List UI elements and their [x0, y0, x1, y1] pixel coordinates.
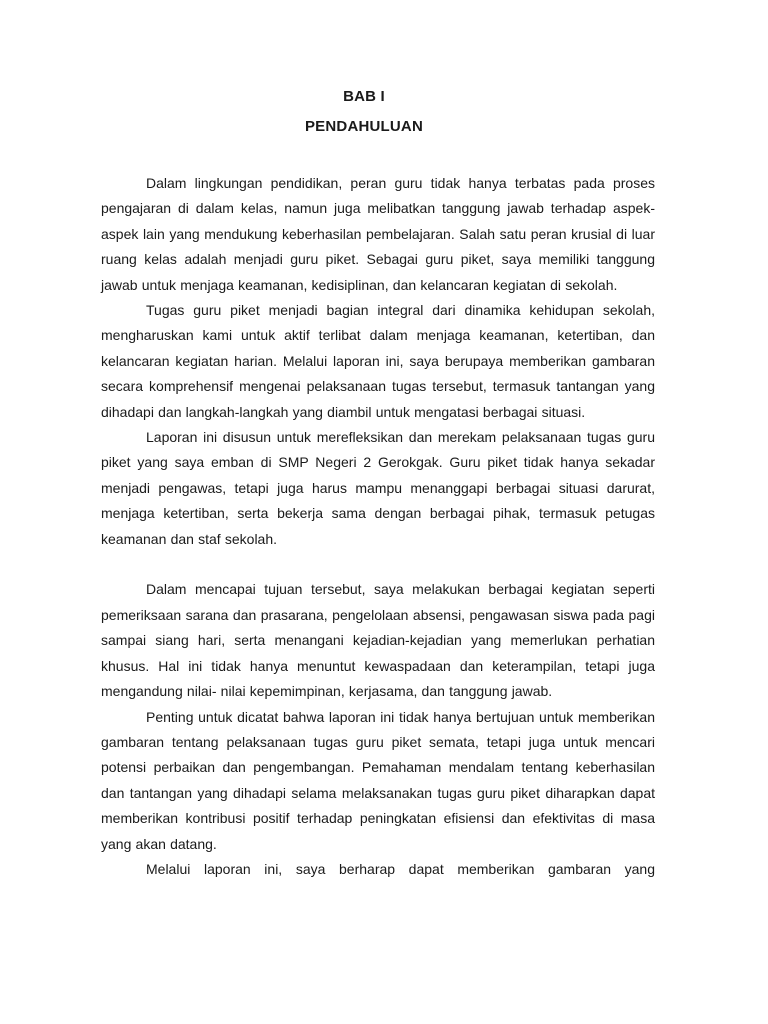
body-text	[101, 171, 655, 882]
paragraph: Tugas guru piket menjadi bagian integral dari dinamika kehidupan sekolah, mengharuskan kami untuk aktif terlibat dalam menjaga keamanan, ketertiban, dan kelancaran kegiatan harian. Melalui laporan ini, saya berupaya memberikan gambaran secara komprehensif mengenai pelaksanaan tugas tersebut, termasuk tantangan yang dihadapi dan langkah-langkah yang diambil untuk mengatasi berbagai situasi.	[101, 302, 655, 420]
chapter-title: PENDAHULUAN	[304, 118, 424, 135]
paragraph: Laporan ini disusun untuk merefleksikan dan merekam pelaksanaan tugas guru piket yang saya emban di SMP Negeri 2 Gerokgak. Guru piket tidak hanya sekadar menjadi pengawas, tetapi juga harus mampu menanggapi berbagai situasi darurat, menjaga ketertiban, serta bekerja sama dengan berbagai pihak, termasuk petugas keamanan dan staf sekolah.	[101, 429, 655, 547]
paragraph: Dalam mencapai tujuan tersebut, saya melakukan berbagai kegiatan seperti pemeriksaan sarana dan prasarana, pengelolaan absensi, pengawasan siswa pada pagi sampai siang hari, serta menangani kejadian-kejadian yang memerlukan perhatian khusus. Hal ini tidak hanya menuntut kewaspadaan dan keterampilan, tetapi juga mengandung nilai- nilai kepemimpinan, kerjasama, dan tanggung jawab.	[101, 581, 655, 700]
chapter-heading: BAB I	[343, 88, 385, 105]
paragraph: Dalam lingkungan pendidikan, peran guru tidak hanya terbatas pada proses pengajaran di dalam kelas, namun juga melibatkan tanggung jawab terhadap aspek-aspek lain yang mendukung keberhasilan pembelajaran. Salah satu peran krusial di luar ruang kelas adalah menjadi guru piket. Sebagai guru piket, saya memiliki tanggung jawab untuk menjaga keamanan, kedisiplinan, dan kelancaran kegiatan di sekolah.	[101, 175, 655, 293]
paragraph: Melalui laporan ini, saya berharap dapat memberikan gambaran yang	[146, 860, 655, 877]
paragraph: Penting untuk dicatat bahwa laporan ini tidak hanya bertujuan untuk memberikan gambaran tentang pelaksanaan tugas guru piket semata, tetapi juga untuk mencari potensi perbaikan dan pengembangan. Pemahaman mendalam tentang keberhasilan dan tantangan yang dihadapi selama melaksanakan tugas guru piket diharapkan dapat memberikan kontribusi positif terhadap peningkatan efisiensi dan efektivitas di masa yang akan datang.	[101, 708, 655, 852]
